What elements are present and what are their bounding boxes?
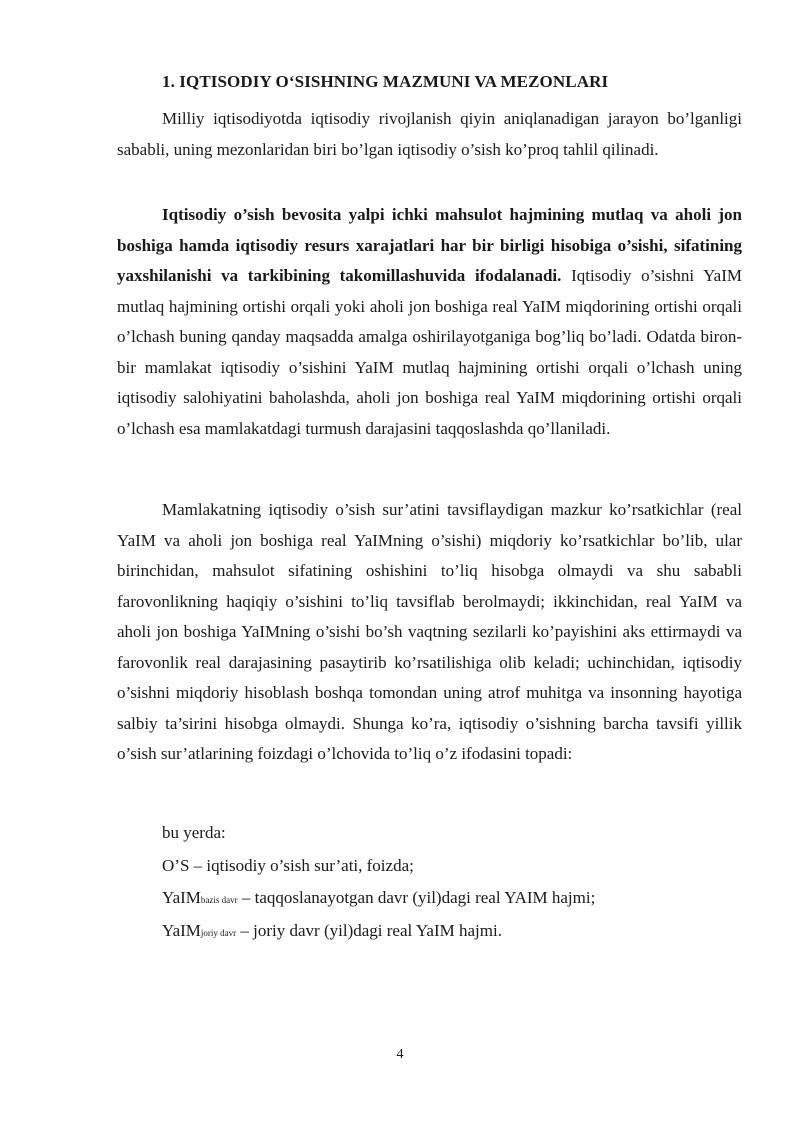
definition-yaim-joriy — [162, 916, 502, 948]
page-number: 4 — [396, 1047, 404, 1062]
yaim-joriy-symbol: YaIM — [162, 921, 201, 940]
yaim-joriy-subscript: joriy davr — [200, 928, 237, 938]
where-label: bu yerda: — [162, 823, 226, 842]
definition-os: O’S – iqtisodiy o’sish sur’ati, foizda; — [162, 856, 414, 875]
section-heading: 1. IQTISODIY O‘SISHNING MAZMUNI VA MEZONLARI — [162, 72, 609, 91]
yaim-bazis-symbol: YaIM — [162, 888, 201, 907]
paragraph-definition — [117, 200, 742, 444]
yaim-joriy-description: – joriy davr (yil)dagi real YaIM hajmi. — [236, 921, 502, 940]
yaim-bazis-subscript: bazis davr — [200, 895, 238, 905]
definition-yaim-bazis — [162, 883, 595, 915]
paragraph-indicators: Mamlakatning iqtisodiy o’sish sur’atini tavsiflaydigan mazkur ko’rsatkichlar (real YaIM va aholi jon boshiga real YaIMning o’sishi) miqdoriy ko’rsatkichlar bo’lib, ular birinchidan, mahsulot sifatining oshishini to’liq hisobga olmaydi va shu sababli farovonlikning haqiqiy o’sishini to’liq tavsiflab berolmaydi; ikkinchidan, real YaIM va aholi jon boshiga YaIMning o’sishi bo’sh vaqtning sezilarli ko’payishini aks ettirmaydi va farovonlik real darajasining pasaytirib ko’rsatilishiga olib keladi; uchinchidan, iqtisodiy o’sishni miqdoriy hisoblash boshqa tomondan uning atrof muhitga va insonning hayotiga salbiy ta’sirini hisobga olmaydi. Shunga ko’ra, iqtisodiy o’sishning barcha tavsifi yillik o’sish sur’atlarining foizdagi o’lchovida to’liq o’z ifodasini topadi: — [117, 500, 742, 763]
yaim-bazis-description: – taqqoslanayotgan davr (yil)dagi real YAIM hajmi; — [237, 888, 596, 907]
paragraph-intro: Milliy iqtisodiyotda iqtisodiy rivojlanish qiyin aniqlanadigan jarayon bo’lganligi sababli, uning mezonlaridan biri bo’lgan iqtisodiy o’sish ko’proq tahlil qilinadi. — [117, 109, 742, 159]
definition-body-text: Iqtisodiy o’sishni YaIM mutlaq hajmining ortishi orqali yoki aholi jon boshiga real YaIM miqdorining ortishi orqali o’lchash buning qanday maqsadda amalga oshirilayotganiga bog’liq bo’ladi. Odatda biron-bir mamlakat iqtisodiy o’sishini YaIM mutlaq hajmining ortishi orqali o’lchash uning iqtisodiy salohiyatini baholashda, aholi jon boshiga real YaIM miqdorining ortishi orqali o’lchash esa mamlakatdagi turmush darajasini taqqoslashda qo’llaniladi. — [117, 266, 742, 438]
definition-bold-text: Iqtisodiy o’sish bevosita yalpi ichki mahsulot hajmining mutlaq va aholi jon boshiga hamda iqtisodiy resurs xarajatlari har bir birligi hisobiga o’sishi, sifatining yaxshilanishi va tarkibining takomillashuvida ifodalanadi. — [117, 205, 742, 285]
